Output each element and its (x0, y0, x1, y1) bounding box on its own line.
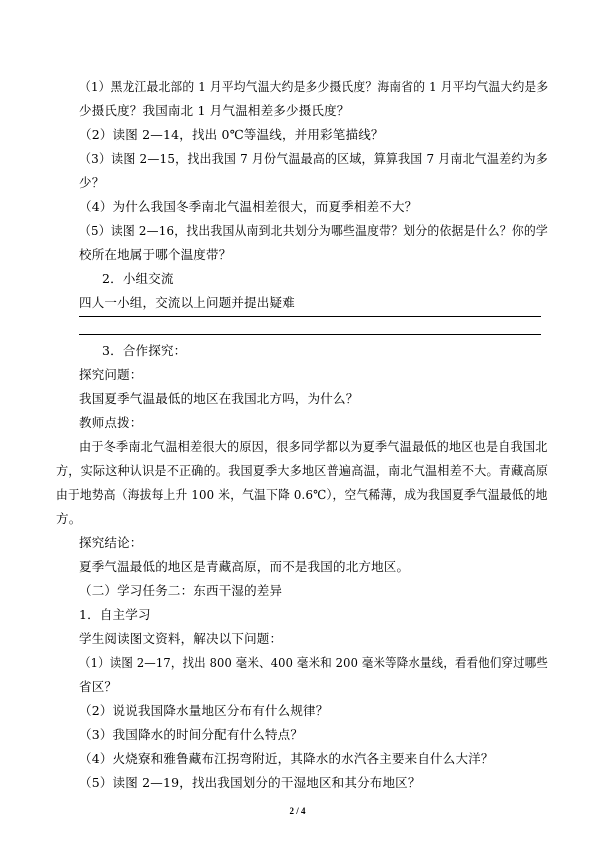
task-two-question-3: （3）我国降水的时间分配有什么特点？ (79, 727, 304, 742)
section-heading-self-study: 1．自主学习 (79, 607, 151, 622)
question-5-line-1: （5）读图 2—16，找出我国从南到北共划分为哪些温度带？划分的依据是什么？你的学 (79, 223, 549, 238)
question-1-line-2: 少摄氏度？我国南北 1 月气温相差多少摄氏度？ (79, 103, 350, 118)
task-two-question-1-line-1: （1）读图 2—17，找出 800 毫米、400 毫米和 200 毫米等降水量线，看看他们穿过哪些 (79, 655, 549, 670)
answer-line-2 (79, 334, 541, 335)
question-3-line-1: （3）读图 2—15，找出我国 7 月份气温最高的区域，算算我国 7 月南北气温差约为多 (79, 151, 548, 166)
inquiry-conclusion-label: 探究结论： (79, 535, 143, 550)
task-two-question-2: （2）说说我国降水量地区分布有什么规律？ (79, 703, 329, 718)
teacher-guidance-line-1: 由于冬季南北气温相差很大的原因，很多同学都以为夏季气温最低的地区也是自我国北 (79, 439, 548, 454)
section-heading-task-two: （二）学习任务二：东西干湿的差异 (79, 583, 283, 598)
question-1-line-1: （1）黑龙江最北部的 1 月平均气温大约是多少摄氏度？海南省的 1 月平均气温大约是多 (79, 79, 549, 94)
question-2: （2）读图 2—14，找出 0℃等温线，并用彩笔描线？ (79, 127, 384, 142)
page-number: 2 / 4 (289, 806, 306, 816)
question-3-line-2: 少？ (79, 175, 105, 190)
inquiry-question: 我国夏季气温最低的地区在我国北方吗，为什么？ (79, 391, 359, 406)
question-5-line-2: 校所在地属于哪个温度带？ (79, 247, 232, 262)
teacher-guidance-line-4: 方。 (56, 511, 82, 526)
self-study-instruction: 学生阅读图文资料，解决以下问题： (79, 631, 283, 646)
section-heading-group-discussion: 2．小组交流 (102, 271, 174, 286)
answer-line-1 (79, 316, 541, 317)
inquiry-conclusion: 夏季气温最低的地区是青藏高原，而不是我国的北方地区。 (79, 559, 410, 574)
task-two-question-5: （5）读图 2—19，找出我国划分的干湿地区和其分布地区？ (79, 775, 421, 790)
task-two-question-1-line-2: 省区？ (79, 679, 118, 694)
teacher-guidance-line-2: 方，实际这种认识是不正确的。我国夏季大多地区普遍高温，南北气温相差不大。青藏高原 (56, 463, 549, 478)
task-two-question-4: （4）火烧寮和雅鲁藏布江拐弯附近，其降水的水汽各主要来自什么大洋？ (79, 751, 494, 766)
inquiry-question-label: 探究问题： (79, 367, 143, 382)
group-discussion-instruction: 四人一小组，交流以上问题并提出疑难 (79, 295, 295, 310)
teacher-guidance-line-3: 由于地势高（海拔每上升 100 米，气温下降 0.6℃），空气稀薄，成为我国夏季气温最低的地 (56, 487, 548, 502)
question-4: （4）为什么我国冬季南北气温相差很大，而夏季相差不大？ (79, 199, 418, 214)
section-heading-cooperative-inquiry: 3．合作探究： (102, 343, 187, 358)
teacher-guidance-label: 教师点拨： (79, 415, 143, 430)
